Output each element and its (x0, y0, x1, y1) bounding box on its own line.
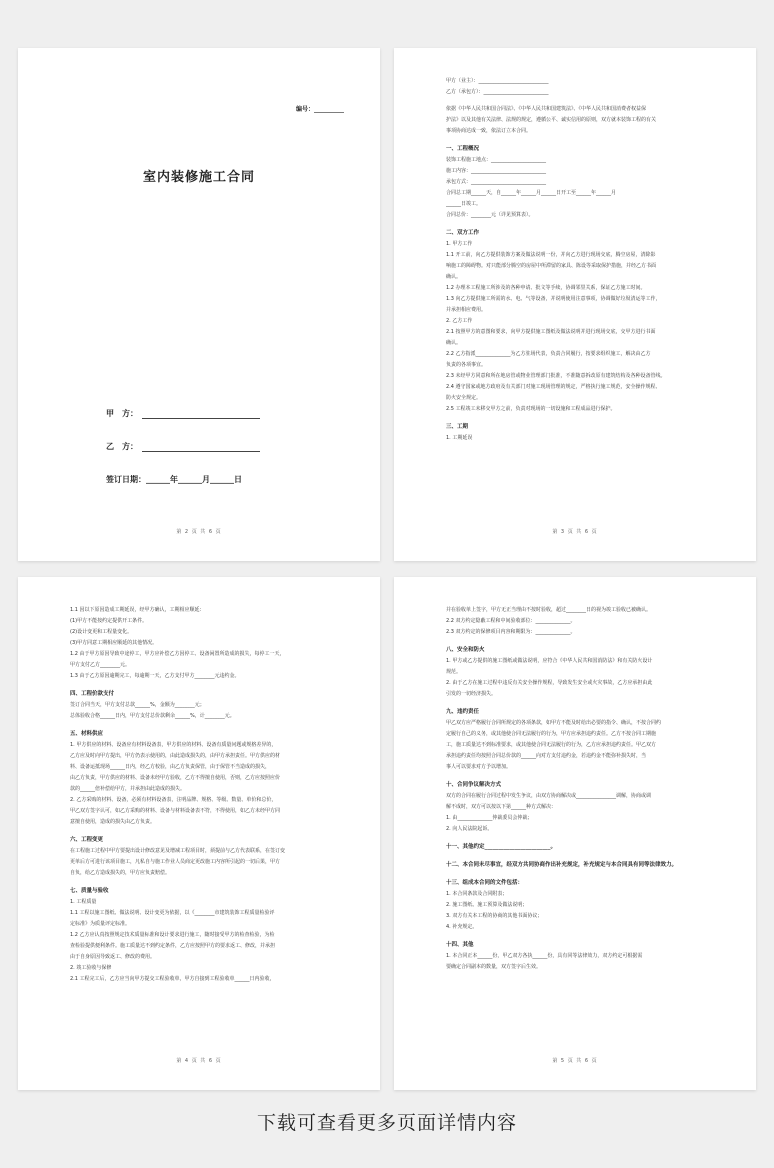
text-line: 事项协商达成一致，依法订立本合同。 (446, 128, 532, 134)
text-line: (1)甲方不能按约定提供开工条件。 (70, 618, 148, 624)
text-line: 查检验提供便利条件。施工质量达不到约定条件，乙方应按照甲方的要求返工、修改，并承担 (70, 943, 276, 949)
text-line: 由于自身原因导致返工、修改的费用。 (70, 954, 156, 960)
text-line: 定履行自己的义务，或其他使合同无法履行的行为，甲方应承担违约责任。乙方不按合同工期施 (446, 731, 657, 737)
text-line: 规范。 (446, 669, 462, 675)
text-line: 1.1 因以下原因造成工期延误，经甲方确认，工期相应顺延： (70, 607, 205, 613)
text-line: 1. 工期延误 (446, 435, 473, 441)
text-line: 承担违约责任均按照合同总价款的______向对方支付违约金，若违约金不能弥补损失时，当 (446, 753, 647, 759)
text-line: 1. 甲方工作 (446, 241, 473, 247)
page-footer: 第 4 页 共 6 页 (176, 1058, 222, 1064)
text-line: (2)设计变更和工程量变化。 (70, 629, 133, 635)
text-line: 施工内容：______________________________ (446, 168, 547, 174)
party-b-label: 乙 方： (106, 442, 138, 451)
text-line: 合同总工期______天，自______年______月______日开工至______年______月 (446, 190, 617, 196)
text-line: 1.2 由于甲方原因导致中途停工，甲方应补偿乙方因停工、设备闲置所造成的损失，每停工一天， (70, 651, 285, 657)
text-line: 甲乙双方签字认可，如乙方采购的材料、设备与材料设备表不符，不得使用，如乙方未经甲方同 (70, 808, 281, 814)
text-line: 合同总价：________元（详见预算表）。 (446, 212, 534, 218)
text-line: 3. 双方有关本工程的协商的其他书面协议； (446, 913, 543, 919)
text-line: 并承担相应费用。 (446, 307, 487, 313)
document-page-3 (394, 48, 756, 561)
text-line: 自负，给乙方造成损失的，甲方应负责赔偿。 (70, 870, 171, 876)
text-line: 解不成时，双方可以按以下第______种方式解决： (446, 804, 557, 810)
text-line: 甲方支付乙方________元。 (70, 662, 131, 668)
text-line: 1. 本合同条款及合同附表； (446, 891, 508, 897)
text-line: 甲方（业主）：____________________________ (446, 78, 549, 84)
page-content (446, 605, 726, 973)
text-line: 事人可以要求对方予以增加。 (446, 764, 512, 770)
text-line: 2. 竣工验收与保修 (70, 965, 112, 971)
section-heading: 十三、组成本合同的文件包括： (446, 880, 524, 886)
text-line: 双方的合同在履行合同过程中发生争议，由双方协商解决或________________调解，协商或调 (446, 793, 652, 799)
section-heading: 八、安全和防火 (446, 647, 485, 653)
section-heading: 九、违约责任 (446, 709, 480, 715)
section-heading: 六、工程变更 (70, 837, 104, 843)
text-line: 签订合同当天，甲方支付总款______%，金额为________元； (70, 702, 205, 708)
text-line: 2. 由于乙方在施工过程中违反有关安全操作规程，导致发生安全或火灾事故，乙方应承担由此 (446, 680, 653, 686)
contract-title: 室内装修施工合同 (142, 170, 255, 185)
text-line: 工，施工质量达不到标准要求，或其他使合同无法履行的行为，乙方应承担违约责任。甲乙双方 (446, 742, 657, 748)
text-line: 甲乙双方应严格履行合同所规定的各项条款，如甲方不能及时给出必要的指令、确认，不按合同约 (446, 720, 662, 726)
text-line: 并在验收单上签字，甲方无正当理由不按时验收，超过________日的视为竣工验收已被确认。 (446, 607, 652, 613)
section-heading: 十一、其他约定________________________。 (446, 844, 557, 850)
section-heading: 十四、其他 (446, 942, 474, 948)
text-line: 2.4 遵守国家或地方政府及有关部门对施工现场管理的规定，严格执行施工规范，安全操作规程、 (446, 384, 661, 390)
text-line: 2.2 乙方指派______________为乙方驻场代表，负责合同履行，按要求组织施工，解决由乙方 (446, 351, 651, 357)
section-heading: 一、工程概况 (446, 146, 480, 152)
text-line: 由乙方负责，甲方供应的材料、设备未经甲方验收，乙方不得擅自使用，否则，乙方应按照应价 (70, 775, 281, 781)
text-line: 1.1 开工前，向乙方提供装饰方案及做法说明一份，并向乙方进行现场交底，腾空房屋，清除影 (446, 252, 656, 258)
text-line: 1.3 向乙方提供施工所需的水、电、气等设备，并说明使用注意事项，协调做好垃圾清运等工作， (446, 296, 661, 302)
text-line: 承包方式：______________________________ (446, 179, 547, 185)
text-line: 2.3 双方约定的保修项目内容和期限为：______________。 (446, 629, 576, 635)
text-line: 1. 甲方或乙方提供的施工图纸或做法说明，应符合《中华人民共和国消防法》和有关防火设计 (446, 658, 653, 664)
text-line: 更单后方可进行该项目施工，凡私自与施工作业人员商定更改施工内容所引起的一切后果，甲方 (70, 859, 281, 865)
text-line: 料、设备运抵现场______日内，经乙方校验，由乙方负责保管，由于保管不当造成的损失， (70, 764, 271, 770)
text-line: 负责的各项事宜。 (446, 362, 487, 368)
party-b-underline (142, 451, 260, 452)
section-heading: 二、双方工作 (446, 230, 480, 236)
text-line: ______日竣工。 (446, 201, 482, 207)
text-line: 2.1 按照甲方的意图和要求，向甲方提供施工图纸及做法说明并进行现场交底，交甲方进行书面 (446, 329, 656, 335)
text-line: 依据《中华人民共和国合同法》、《中华人民共和国建筑法》、《中华人民共和国消费者权益保 (446, 106, 647, 112)
text-line: 在工程施工过程中甲方要提出设计修改意见及增减工程项目时，须提前与乙方代表联系，在签订变 (70, 848, 286, 854)
party-b-field (106, 441, 260, 452)
text-line: 总体验收合格______日内，甲方支付总价款剩余______%，计________元。 (70, 713, 235, 719)
section-heading: 五、材料供应 (70, 731, 104, 737)
download-banner: 下载可查看更多页面详情内容 (256, 1112, 517, 1134)
section-heading: 十二、本合同未尽事宜，经双方共同协商作出补充规定，补充规定与本合同具有同等法律效力。 (446, 862, 678, 868)
text-line: (3)甲方同意工期相应顺延的其他情况。 (70, 640, 158, 646)
party-a-field (106, 408, 260, 419)
text-line: 1.2 办理本工程施工所涉及的各种申请、批文等手续，协调邻里关系，保证乙方施工时间。 (446, 285, 646, 291)
text-line: 2. 施工图纸、施工预算及做法说明； (446, 902, 528, 908)
page-footer: 第 3 页 共 6 页 (552, 529, 598, 535)
text-line: 2. 乙方工作 (446, 318, 473, 324)
text-line: 乙方（承包方）：__________________________ (446, 89, 549, 95)
text-line: 1.3 由于乙方原因逾期完工，每逾期一天，乙方支付甲方________元违约金。 (70, 673, 240, 679)
text-line: 定标准》为质量评定标准。 (70, 921, 131, 927)
document-page-4 (18, 577, 380, 1090)
text-line: 2.2 双方约定隐蔽工程和中间验收部位：______________。 (446, 618, 576, 624)
section-heading: 七、质量与验收 (70, 888, 109, 894)
text-line: 确认。 (446, 340, 462, 346)
text-line: 1.1 工程以施工图纸、做法说明、设计变更为依据，以《________市建筑装饰工程质量检验评 (70, 910, 275, 916)
text-line: 装饰工程施工地点：______________________ (446, 157, 547, 163)
party-a-underline (142, 418, 260, 419)
text-line: 1. 本合同正本______份，甲乙双方各执______份，具有同等法律效力，双方约定可根据需 (446, 953, 643, 959)
text-line: 1.2 乙方应认真按照规定技术质量标准和设计要求进行施工，随时接受甲方的检查检验，为检 (70, 932, 275, 938)
text-line: 防火安全规定。 (446, 395, 482, 401)
text-line: 护法》以及其他有关法律、法规的规定，遵循公平、诚实信用的原则，双方就本装饰工程的有关 (446, 117, 657, 123)
text-line: 1. 工程质量 (70, 899, 97, 905)
text-line: 2. 向人民法院起诉。 (446, 826, 493, 832)
text-line: 款的______倍补偿给甲方，并承担由此造成的损失。 (70, 786, 186, 792)
page-content (70, 605, 350, 985)
document-page-5 (394, 577, 756, 1090)
cover-page (18, 48, 380, 561)
text-line: 1. 由______________仲裁委员会仲裁； (446, 815, 533, 821)
text-line: 2.1 工程完工后，乙方应当向甲方提交工程验收单，甲方自接到工程验收单______日内验收， (70, 976, 275, 982)
text-line: 2. 乙方采购的材料、设备，必须有材料设备表，注明品牌、规格、等级、数量、单价和总价， (70, 797, 277, 803)
text-line: 要确定合同副本的数量，双方签字后生效。 (446, 964, 542, 970)
page-footer: 第 5 页 共 6 页 (552, 1058, 598, 1064)
section-heading: 三、工期 (446, 424, 469, 430)
text-line: 1. 甲方供应的材料、设备应有材料设备表，甲方供应的材料、设备有质量问题或规格差异的， (70, 742, 277, 748)
section-heading: 四、工程价款支付 (70, 691, 115, 697)
page-footer: 第 2 页 共 6 页 (176, 529, 222, 535)
section-heading: 十、合同争议解决方式 (446, 782, 502, 788)
text-line: 引发的一切经济损失。 (446, 691, 497, 697)
text-line: 响施工的障碍物。对只能部分腾空的房屋中所滞留的家具、陈设等采取保护措施，并经乙方书面 (446, 263, 657, 269)
sign-date-field: 签订日期：______年______月______日 (106, 475, 242, 484)
text-line: 意擅自使用，造成的损失由乙方负责。 (70, 819, 156, 825)
text-line: 确认。 (446, 274, 462, 280)
contract-number: 编号：__________ (295, 106, 344, 113)
text-line: 2.5 工程竣工未移交甲方之前，负责对现场的一切设施和工程成品进行保护。 (446, 406, 616, 412)
party-a-label: 甲 方： (106, 409, 138, 418)
text-line: 乙方应及时向甲方提出，甲方仍表示使用的，由此造成损失的，由甲方承担责任。甲方供应的材 (70, 753, 281, 759)
text-line: 4. 补充规定。 (446, 924, 478, 930)
text-line: 2.3 未经甲方同意和所在地房管或物业管理部门批准，不准随意拆改原有建筑结构及各种设备管线。 (446, 373, 666, 379)
page-content (446, 76, 726, 444)
